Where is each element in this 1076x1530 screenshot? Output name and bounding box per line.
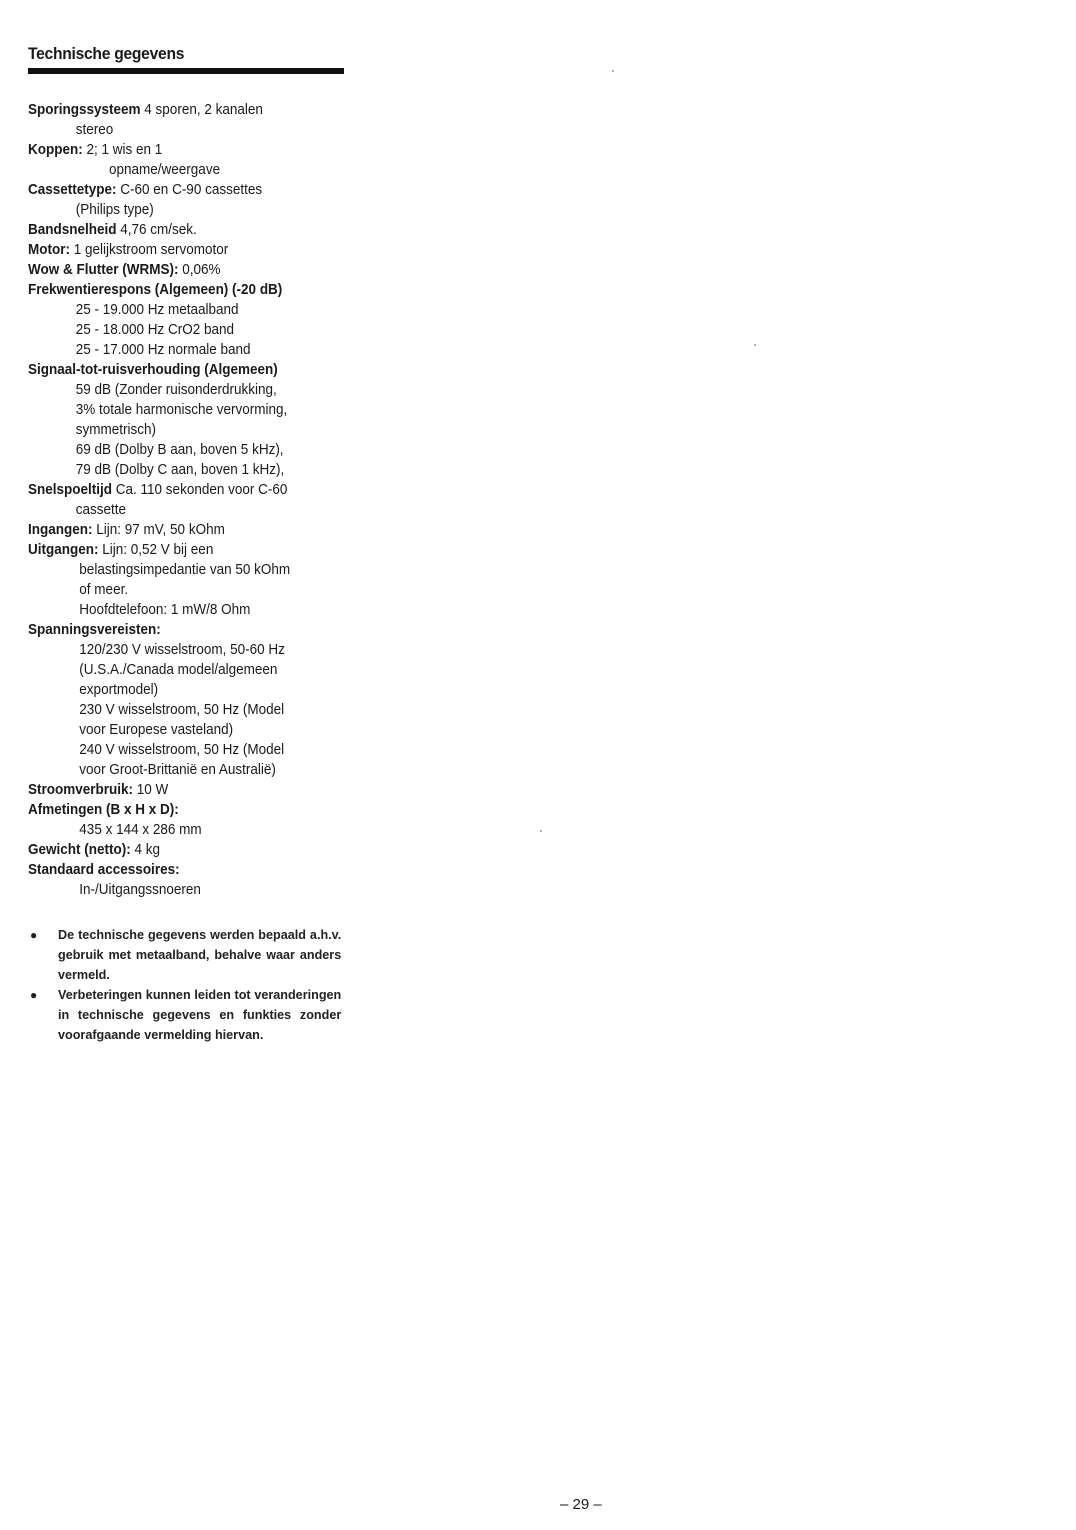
spec-continuation: voor Europese vasteland) — [79, 721, 234, 738]
spec-label: Koppen: — [28, 141, 83, 158]
scan-speck — [754, 344, 756, 346]
spec-value: 4,76 cm/sek. — [116, 221, 197, 238]
spec-value: 4 kg — [130, 841, 161, 858]
spec-continuation: 25 - 17.000 Hz normale band — [75, 341, 251, 358]
note-text: De technische gegevens werden bepaald a.h.v. gebruik met metaalband, behalve waar anders vermeld. — [58, 927, 342, 982]
spec-value: 1 gelijkstroom servomotor — [69, 241, 229, 258]
spec-continuation: belastingsimpedantie van 50 kOhm — [79, 561, 291, 578]
notes-list — [30, 925, 350, 1045]
spec-value: 2; 1 wis en 1 — [82, 141, 163, 158]
spec-row — [28, 620, 325, 640]
note-text: Verbeteringen kunnen leiden tot veranderingen in technische gegevens en funkties zonder voorafgaande vermelding hiervan. — [58, 987, 342, 1042]
spec-label: Stroomverbruik: — [28, 781, 134, 798]
spec-label: Standaard accessoires: — [28, 861, 180, 878]
spec-row — [28, 220, 325, 240]
spec-continuation: 435 x 144 x 286 mm — [79, 821, 202, 838]
spec-continuation: stereo — [75, 121, 114, 138]
scan-speck — [540, 830, 542, 832]
spec-label: Sporingssysteem — [28, 101, 141, 118]
spec-continuation: exportmodel) — [79, 681, 159, 698]
spec-continuation: In-/Uitgangssnoeren — [79, 881, 201, 898]
page-title: Technische gegevens — [28, 44, 185, 63]
spec-continuation: 25 - 19.000 Hz metaalband — [75, 301, 239, 318]
spec-label: Bandsnelheid — [28, 221, 117, 238]
spec-continuation: 3% totale harmonische vervorming, — [75, 401, 288, 418]
bullet-icon: ● — [30, 988, 38, 1002]
spec-continuation: symmetrisch) — [75, 421, 156, 438]
spec-label: Afmetingen (B x H x D): — [28, 801, 179, 818]
spec-row — [28, 480, 325, 500]
spec-continuation: (U.S.A./Canada model/algemeen — [79, 661, 278, 678]
spec-value: 0,06% — [178, 261, 221, 278]
spec-row — [28, 140, 325, 160]
spec-value: Lijn: 0,52 V bij een — [98, 541, 214, 558]
spec-label: Ingangen: — [28, 521, 93, 538]
spec-continuation: (Philips type) — [75, 201, 154, 218]
spec-row — [28, 840, 325, 860]
spec-label: Snelspoeltijd — [28, 481, 113, 498]
spec-row — [28, 180, 325, 200]
spec-continuation: 230 V wisselstroom, 50 Hz (Model — [79, 701, 285, 718]
spec-continuation: 59 dB (Zonder ruisonderdrukking, — [75, 381, 277, 398]
spec-row — [28, 860, 325, 880]
spec-value: 4 sporen, 2 kanalen — [140, 101, 263, 118]
spec-row — [28, 240, 325, 260]
spec-continuation: 120/230 V wisselstroom, 50-60 Hz — [79, 641, 285, 658]
spec-value: C-60 en C-90 cassettes — [116, 181, 263, 198]
spec-label: Motor: — [28, 241, 70, 258]
spec-continuation: of meer. — [79, 581, 129, 598]
spec-row — [28, 520, 325, 540]
spec-row — [28, 100, 325, 120]
spec-continuation: 25 - 18.000 Hz CrO2 band — [75, 321, 235, 338]
spec-label: Uitgangen: — [28, 541, 99, 558]
spec-row — [28, 780, 325, 800]
spec-continuation: 69 dB (Dolby B aan, boven 5 kHz), — [75, 441, 284, 458]
spec-continuation: opname/weergave — [109, 161, 221, 178]
note-item — [30, 925, 350, 985]
spec-row — [28, 360, 325, 380]
spec-value: Ca. 110 sekonden voor C-60 — [112, 481, 288, 498]
note-item — [30, 985, 350, 1045]
page-number: – 29 – — [560, 1496, 602, 1513]
spec-label: Gewicht (netto): — [28, 841, 131, 858]
spec-row — [28, 540, 325, 560]
spec-continuation: voor Groot-Brittanië en Australië) — [79, 761, 276, 778]
spec-label: Wow & Flutter (WRMS): — [28, 261, 179, 278]
spec-continuation: Hoofdtelefoon: 1 mW/8 Ohm — [79, 601, 251, 618]
spec-label: Signaal-tot-ruisverhouding (Algemeen) — [28, 361, 278, 378]
spec-list — [28, 100, 358, 900]
scan-speck — [612, 70, 614, 72]
spec-row — [28, 800, 325, 820]
spec-row — [28, 280, 325, 300]
title-rule — [28, 68, 344, 74]
spec-value: Lijn: 97 mV, 50 kOhm — [92, 521, 225, 538]
spec-label: Spanningsvereisten: — [28, 621, 161, 638]
spec-continuation: 240 V wisselstroom, 50 Hz (Model — [79, 741, 285, 758]
spec-label: Frekwentierespons (Algemeen) (-20 dB) — [28, 281, 283, 298]
spec-label: Cassettetype: — [28, 181, 117, 198]
bullet-icon: ● — [30, 928, 38, 942]
spec-value: 10 W — [133, 781, 169, 798]
spec-continuation: 79 dB (Dolby C aan, boven 1 kHz), — [75, 461, 285, 478]
spec-row — [28, 260, 325, 280]
spec-continuation: cassette — [75, 501, 126, 518]
